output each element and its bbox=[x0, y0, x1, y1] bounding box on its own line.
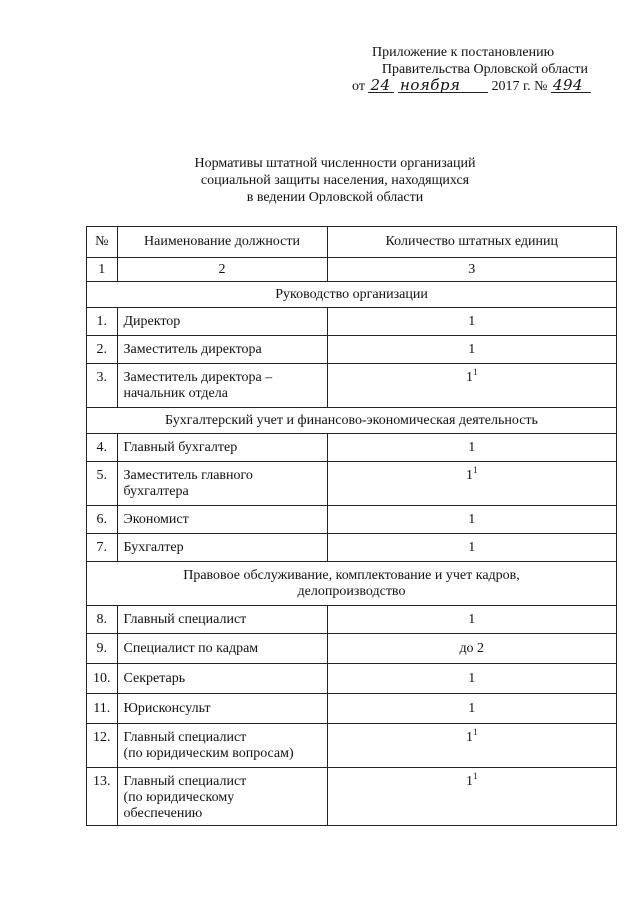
quantity-value: 1 bbox=[466, 774, 473, 789]
staff-quantity bbox=[327, 606, 617, 634]
footnote-mark: 1 bbox=[473, 727, 478, 737]
appendix-line-2: Правительства Орловской области bbox=[381, 62, 588, 77]
staff-quantity bbox=[327, 768, 617, 826]
table-row bbox=[87, 434, 617, 462]
staff-quantity bbox=[327, 434, 617, 462]
row-number: 9. bbox=[87, 634, 118, 664]
position-line: Специалист по кадрам bbox=[123, 640, 259, 656]
staff-quantity bbox=[327, 634, 617, 664]
quantity-value: 1 bbox=[466, 468, 473, 483]
position-name bbox=[117, 606, 327, 634]
section-title-line: Правовое обслуживание, комплектование и учет кадров, bbox=[183, 567, 520, 583]
section-title bbox=[87, 282, 617, 308]
position-name bbox=[117, 724, 327, 768]
table-row bbox=[87, 634, 617, 664]
column-number-1: 1 bbox=[87, 258, 118, 282]
staff-quantity bbox=[327, 534, 617, 562]
position-line: Главный бухгалтер bbox=[123, 439, 238, 455]
quantity-value: 1 bbox=[468, 670, 476, 686]
header-position: Наименование должности bbox=[117, 227, 327, 258]
table-row bbox=[87, 768, 617, 826]
handwritten-day: 24 bbox=[368, 78, 394, 93]
handwritten-month: ноября bbox=[398, 78, 488, 93]
table-row bbox=[87, 664, 617, 694]
staff-quantity bbox=[327, 364, 617, 408]
table-row bbox=[87, 336, 617, 364]
position-line: Секретарь bbox=[123, 670, 186, 686]
section-title-line: Бухгалтерский учет и финансово-экономическая деятельность bbox=[165, 412, 538, 428]
section-row bbox=[87, 282, 617, 308]
section-title bbox=[87, 562, 617, 606]
row-number: 8. bbox=[87, 606, 118, 634]
column-number-3: 3 bbox=[327, 258, 617, 282]
row-number: 5. bbox=[87, 462, 118, 506]
table-header-row bbox=[87, 227, 617, 258]
table-row bbox=[87, 308, 617, 336]
position-name bbox=[117, 664, 327, 694]
table-body bbox=[87, 227, 617, 826]
staff-quantity bbox=[327, 506, 617, 534]
quantity-value: 1 bbox=[466, 370, 473, 385]
quantity-value: 1 bbox=[468, 341, 476, 357]
row-number: 13. bbox=[87, 768, 118, 826]
staff-quantity bbox=[327, 336, 617, 364]
position-line: Экономист bbox=[123, 511, 189, 527]
position-line: обеспечению bbox=[123, 806, 203, 821]
position-name bbox=[117, 336, 327, 364]
row-number: 1. bbox=[87, 308, 118, 336]
position-name bbox=[117, 768, 327, 826]
position-name bbox=[117, 364, 327, 408]
staff-quantity bbox=[327, 664, 617, 694]
appendix-line-1: Приложение к постановлению bbox=[372, 45, 555, 60]
row-number: 10. bbox=[87, 664, 118, 694]
section-title bbox=[87, 408, 617, 434]
date-prefix: от bbox=[352, 79, 365, 94]
position-name bbox=[117, 694, 327, 724]
quantity-value: до 2 bbox=[459, 640, 485, 656]
position-line: Бухгалтер bbox=[123, 539, 184, 555]
quantity-value: 1 bbox=[468, 700, 476, 716]
row-number: 3. bbox=[87, 364, 118, 408]
position-line: (по юридическим вопросам) bbox=[123, 746, 294, 761]
table-row bbox=[87, 462, 617, 506]
title-line-2: социальной защиты населения, находящихся bbox=[200, 173, 470, 188]
section-title-line: делопроизводство bbox=[297, 583, 406, 599]
staff-quantity bbox=[327, 724, 617, 768]
handwritten-doc-number: 494 bbox=[551, 78, 591, 93]
position-line: Главный специалист bbox=[123, 774, 247, 789]
position-name bbox=[117, 308, 327, 336]
section-row bbox=[87, 562, 617, 606]
table-row bbox=[87, 534, 617, 562]
row-number: 4. bbox=[87, 434, 118, 462]
staffing-norms-table bbox=[86, 226, 617, 826]
position-name bbox=[117, 506, 327, 534]
staff-quantity bbox=[327, 462, 617, 506]
footnote-mark: 1 bbox=[473, 771, 478, 781]
title-line-3: в ведении Орловской области bbox=[246, 190, 424, 205]
position-line: Главный специалист bbox=[123, 611, 247, 627]
quantity-value: 1 bbox=[468, 539, 476, 555]
staff-quantity bbox=[327, 694, 617, 724]
staff-quantity bbox=[327, 308, 617, 336]
table-row bbox=[87, 506, 617, 534]
position-line: начальник отдела bbox=[123, 386, 228, 401]
quantity-value: 1 bbox=[468, 439, 476, 455]
position-name bbox=[117, 462, 327, 506]
table-row bbox=[87, 606, 617, 634]
position-line: бухгалтера bbox=[123, 484, 189, 499]
footnote-mark: 1 bbox=[473, 465, 478, 475]
position-line: Заместитель директора bbox=[123, 341, 262, 357]
quantity-value: 1 bbox=[466, 730, 473, 745]
row-number: 7. bbox=[87, 534, 118, 562]
header-quantity: Количество штатных единиц bbox=[327, 227, 617, 258]
row-number: 12. bbox=[87, 724, 118, 768]
appendix-header bbox=[338, 44, 588, 95]
quantity-value: 1 bbox=[468, 511, 476, 527]
row-number: 2. bbox=[87, 336, 118, 364]
position-line: Главный специалист bbox=[123, 730, 247, 745]
position-name bbox=[117, 634, 327, 664]
position-line: (по юридическому bbox=[123, 790, 235, 805]
position-line: Юрисконсульт bbox=[123, 700, 211, 716]
column-number-row bbox=[87, 258, 617, 282]
footnote-mark: 1 bbox=[473, 367, 478, 377]
row-number: 11. bbox=[87, 694, 118, 724]
appendix-date-line bbox=[338, 78, 588, 95]
document-title bbox=[150, 155, 520, 206]
table-row bbox=[87, 724, 617, 768]
table-row bbox=[87, 694, 617, 724]
position-line: Директор bbox=[123, 313, 181, 329]
quantity-value: 1 bbox=[468, 313, 476, 329]
header-number: № bbox=[87, 227, 118, 258]
section-row bbox=[87, 408, 617, 434]
section-title-line: Руководство организации bbox=[275, 286, 428, 302]
row-number: 6. bbox=[87, 506, 118, 534]
date-year: 2017 г. № bbox=[491, 79, 548, 94]
quantity-value: 1 bbox=[468, 611, 476, 627]
position-line: Заместитель директора – bbox=[123, 370, 273, 385]
title-line-1: Нормативы штатной численности организаций bbox=[194, 156, 476, 171]
position-name bbox=[117, 534, 327, 562]
position-name bbox=[117, 434, 327, 462]
column-number-2: 2 bbox=[117, 258, 327, 282]
position-line: Заместитель главного bbox=[123, 468, 253, 483]
table-row bbox=[87, 364, 617, 408]
